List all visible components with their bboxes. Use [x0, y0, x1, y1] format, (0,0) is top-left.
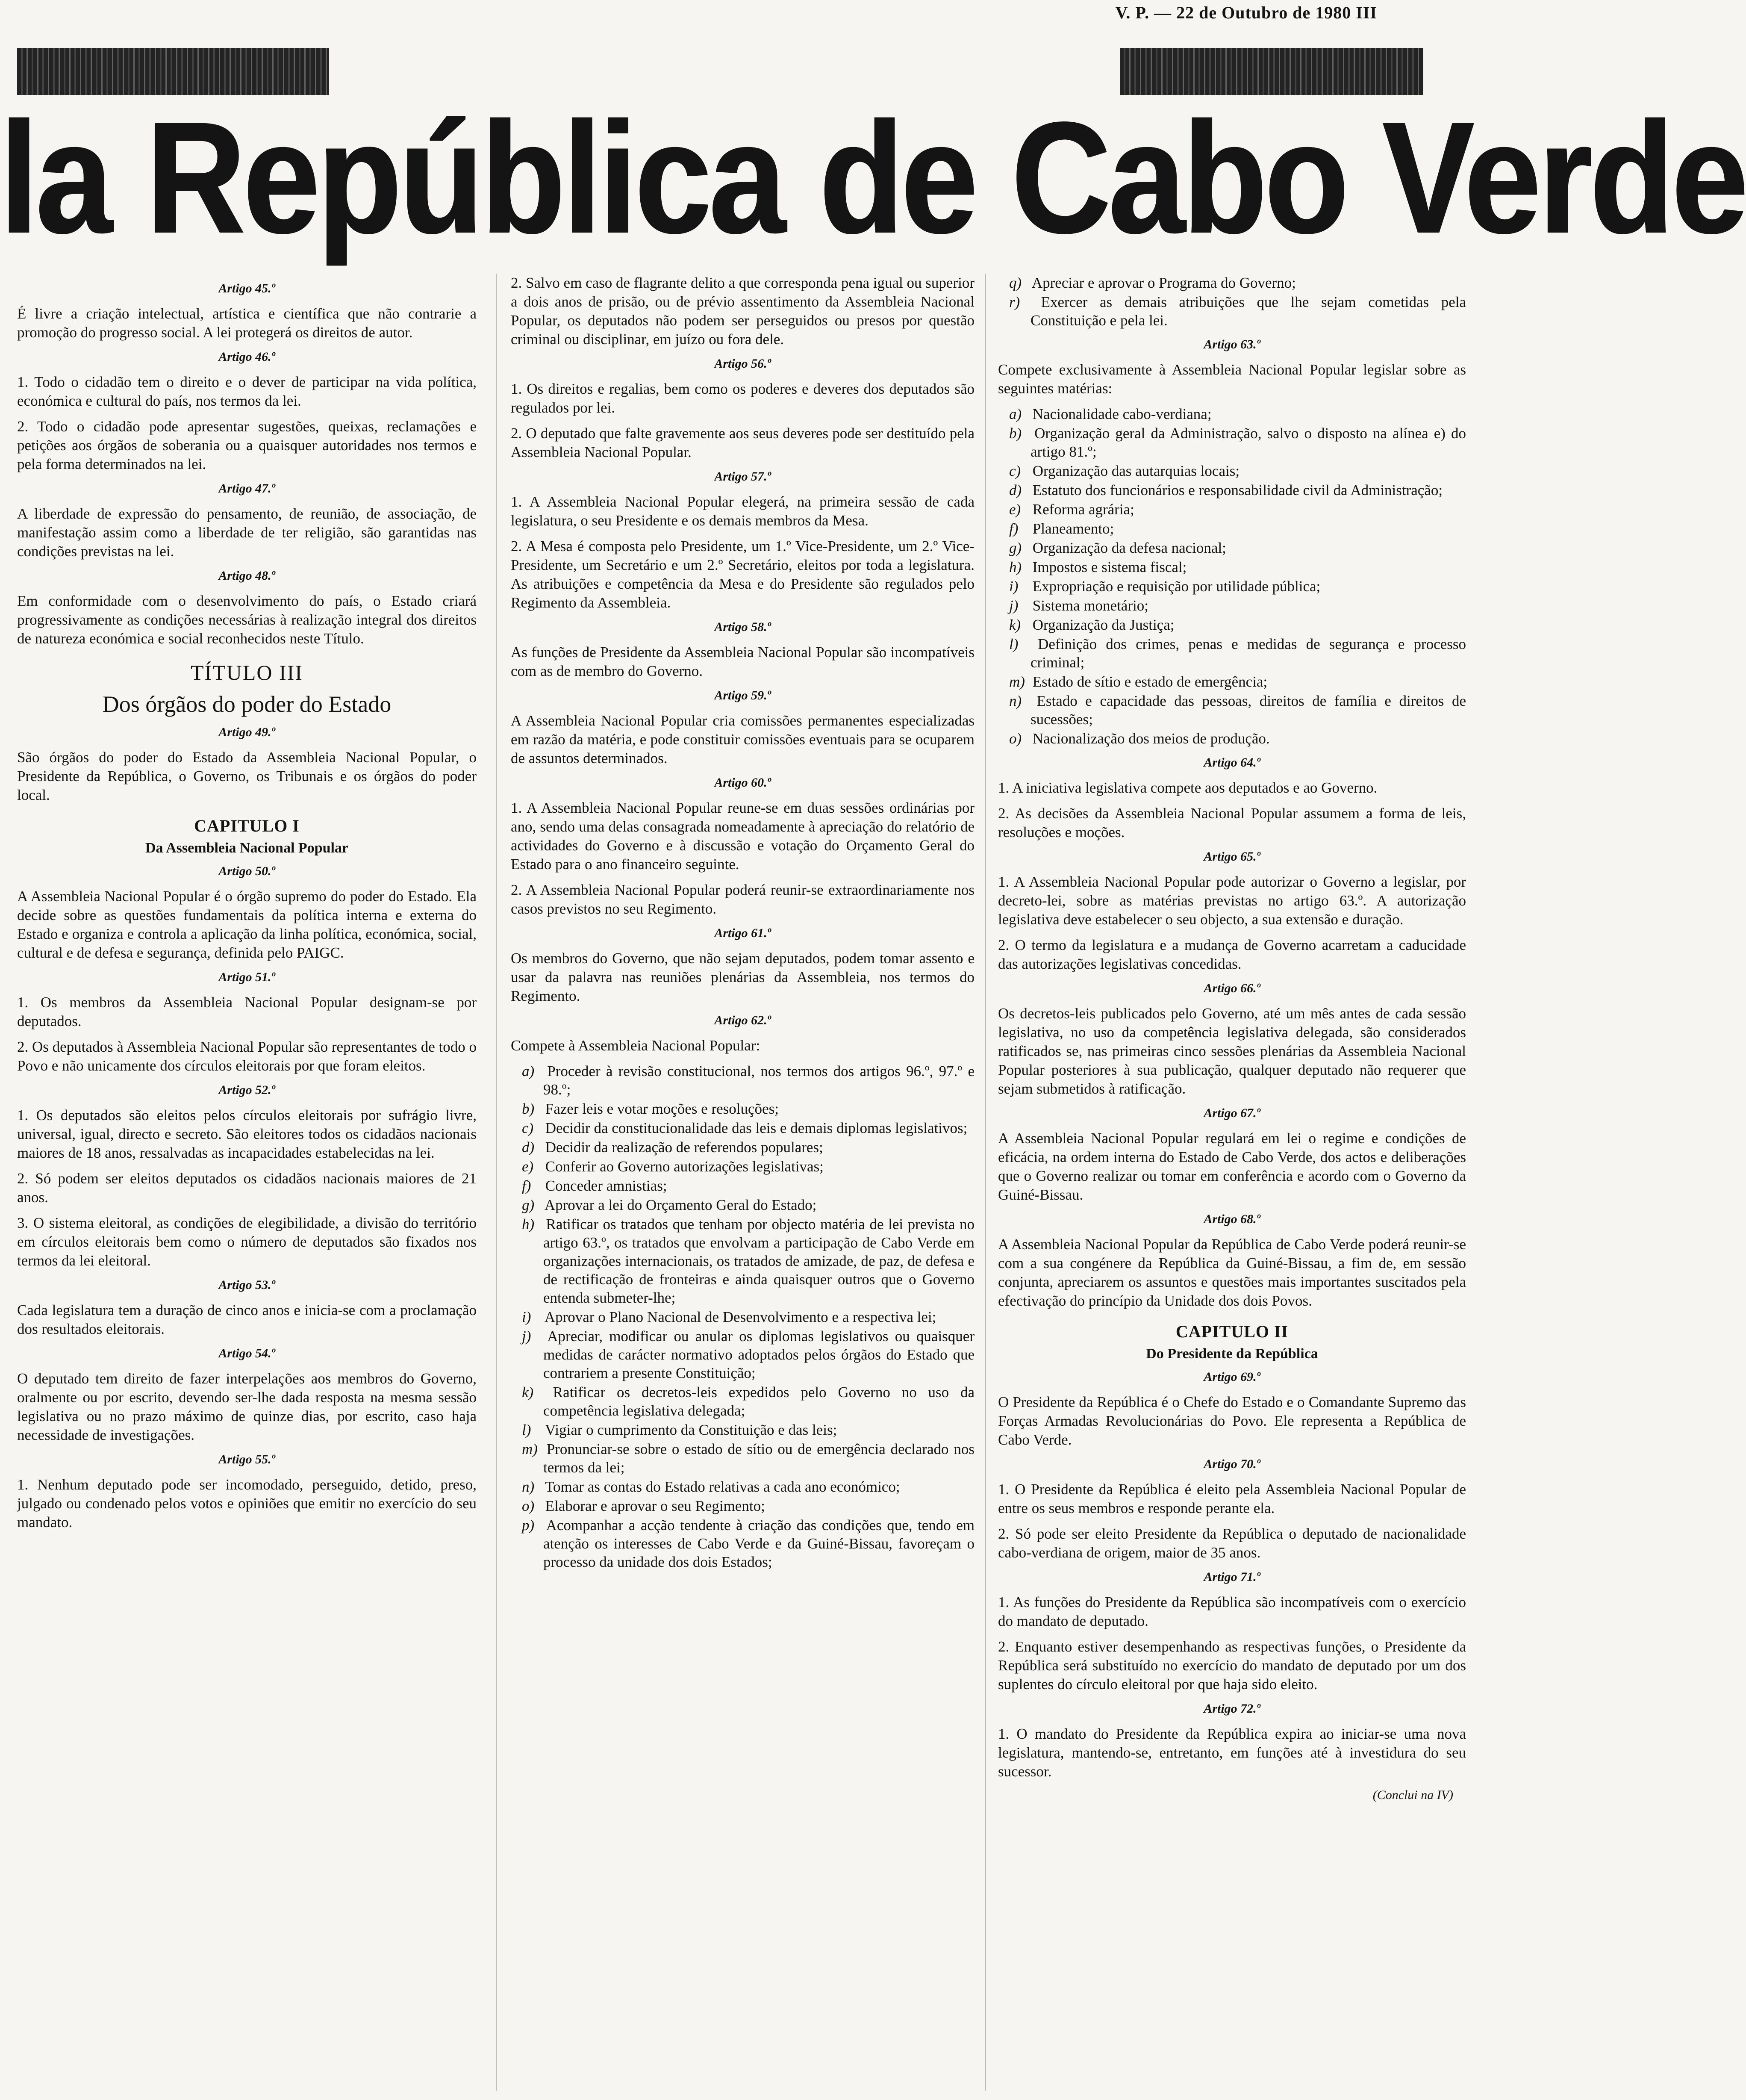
masthead-title: la República de Cabo Verde — [0, 88, 1746, 266]
article-heading: Artigo 55.º — [218, 1452, 275, 1466]
article-heading: Artigo 56.º — [714, 357, 771, 371]
article-paragraph: 2. Todo o cidadão pode apresentar sugestões, queixas, reclamações e petições aos órgãos de soberania ou a quaisquer autoridades nos termos e pela forma determinados na lei. — [17, 418, 477, 472]
article-paragraph: As funções de Presidente da Assembleia Nacional Popular são incompatíveis com as de membro do Governo. — [511, 644, 975, 679]
article-paragraph: 1. A Assembleia Nacional Popular elegerá, na primeira sessão de cada legislatura, o seu Presidente e os demais membros da Mesa. — [511, 493, 975, 529]
item-text: Organização da defesa nacional; — [1029, 540, 1226, 556]
article-heading: Artigo 70.º — [1204, 1457, 1260, 1471]
chapter-subheading: Da Assembleia Nacional Popular — [145, 840, 349, 856]
list-item — [998, 558, 1466, 576]
title-heading: TÍTULO III — [191, 661, 303, 684]
article-paragraph: 2. Salvo em caso de flagrante delito a que corresponda pena igual ou superior a dois anos de prisão, ou de prévio assentimento da Assembleia Nacional Popular, os deputados não podem ser perseguidos ou presos por questão criminal ou disciplinar, em juízo ou fora dele. — [511, 274, 975, 348]
competence-list — [998, 274, 1466, 330]
item-letter: m) — [522, 1441, 538, 1457]
item-text: Organização geral da Administração, salvo o disposto na alínea e) do artigo 81.º; — [1029, 425, 1466, 460]
item-letter: l) — [1009, 636, 1019, 652]
item-text: Nacionalidade cabo-verdiana; — [1029, 406, 1212, 422]
list-item — [511, 1100, 975, 1118]
item-text: Reforma agrária; — [1029, 501, 1134, 518]
item-letter: n) — [522, 1478, 535, 1495]
list-item — [998, 635, 1466, 672]
article-heading: Artigo 68.º — [1204, 1212, 1260, 1226]
item-text: Proceder à revisão constitucional, nos termos dos artigos 96.º, 97.º e 98.º; — [542, 1063, 975, 1098]
item-text: Impostos e sistema fiscal; — [1029, 559, 1187, 575]
item-text: Decidir da constitucionalidade das leis e demais diplomas legislativos; — [542, 1120, 968, 1136]
article-paragraph: A Assembleia Nacional Popular regulará em lei o regime e condições de eficácia, na ordem interna do Estado de Cabo Verde, dos actos e deliberações que o Governo realizar ou tomar em conferência e acordo com o Governo da Guiné-Bissau. — [998, 1130, 1466, 1203]
item-text: Estado e capacidade das pessoas, direitos de família e direitos de sucessões; — [1029, 693, 1466, 728]
list-item — [511, 1308, 975, 1326]
article-heading: Artigo 67.º — [1204, 1106, 1260, 1120]
item-letter: k) — [522, 1384, 534, 1401]
article-paragraph: É livre a criação intelectual, artística e científica que não contrarie a promoção do progresso social. A lei protegerá os direitos de autor. — [17, 305, 477, 341]
article-paragraph: Compete exclusivamente à Assembleia Nacional Popular legislar sobre as seguintes matérias: — [998, 361, 1466, 397]
list-item — [511, 1516, 975, 1571]
article-heading: Artigo 58.º — [714, 620, 771, 634]
item-text: Conferir ao Governo autorizações legislativas; — [542, 1158, 824, 1175]
item-letter: n) — [1009, 693, 1022, 709]
item-letter: o) — [1009, 730, 1022, 747]
article-paragraph: São órgãos do poder do Estado da Assembleia Nacional Popular, o Presidente da República, o Governo, os Tribunais e os órgãos do poder local. — [17, 749, 477, 803]
item-text: Tomar as contas do Estado relativas a cada ano económico; — [542, 1478, 900, 1495]
item-letter: o) — [522, 1498, 535, 1514]
list-item — [511, 1138, 975, 1156]
item-letter: q) — [1009, 274, 1022, 291]
continuation-note: (Conclui na IV) — [1372, 1788, 1453, 1802]
article-heading: Artigo 66.º — [1204, 981, 1260, 995]
item-letter: f) — [1009, 520, 1019, 537]
article-paragraph: Compete à Assembleia Nacional Popular: — [511, 1037, 760, 1054]
item-letter: e) — [1009, 501, 1021, 518]
running-header: V. P. — 22 de Outubro de 1980 III — [1115, 3, 1377, 22]
item-text: Conceder amnistias; — [542, 1177, 667, 1194]
article-heading: Artigo 71.º — [1204, 1570, 1260, 1584]
column-1 — [17, 274, 477, 2091]
list-item — [511, 1421, 975, 1439]
article-heading: Artigo 48.º — [218, 569, 275, 583]
item-letter: g) — [1009, 540, 1022, 556]
article-columns — [0, 274, 1484, 2095]
column-2 — [511, 274, 975, 2091]
article-paragraph: 2. O termo da legislatura e a mudança de Governo acarretam a caducidade das autorizações legislativas concedidas. — [998, 937, 1466, 972]
item-letter: b) — [522, 1100, 535, 1117]
article-paragraph: 1. A Assembleia Nacional Popular pode autorizar o Governo a legislar, por decreto-lei, sobre as matérias previstas no artigo 63.º. A autorização legislativa deve estabelecer o seu objecto, a sua extensão e duração. — [998, 873, 1466, 928]
article-paragraph: O deputado tem direito de fazer interpelações aos membros do Governo, oralmente ou por escrito, devendo ser-lhe dada resposta na mesma sessão legislativa ou no prazo máximo de quinze dias, por escrito, caso haja necessidade de investigações. — [17, 1370, 477, 1443]
list-item — [998, 481, 1466, 499]
item-letter: p) — [522, 1517, 535, 1534]
article-paragraph: 1. O Presidente da República é eleito pela Assembleia Nacional Popular de entre os seus membros e responde perante ela. — [998, 1481, 1466, 1516]
list-item — [998, 692, 1466, 729]
article-paragraph: 2. O deputado que falte gravemente aos seus deveres pode ser destituído pela Assembleia Nacional Popular. — [511, 425, 975, 460]
item-text: Aprovar o Plano Nacional de Desenvolvimento e a respectiva lei; — [542, 1309, 936, 1325]
list-item — [511, 1215, 975, 1307]
item-text: Definição dos crimes, penas e medidas de segurança e processo criminal; — [1029, 636, 1466, 671]
chapter-subheading: Do Presidente da República — [1146, 1346, 1318, 1362]
chapter-heading: CAPITULO II — [1175, 1322, 1289, 1341]
item-letter: i) — [1009, 578, 1019, 595]
article-paragraph: O Presidente da República é o Chefe do Estado e o Comandante Supremo das Forças Armadas Revolucionárias do Povo. Ele representa a República de Cabo Verde. — [998, 1394, 1466, 1448]
list-item — [998, 274, 1466, 292]
item-letter: h) — [1009, 559, 1022, 575]
list-item — [511, 1119, 975, 1137]
item-text: Exercer as demais atribuições que lhe sejam cometidas pela Constituição e pela lei. — [1029, 294, 1466, 329]
list-item — [998, 519, 1466, 538]
column-3 — [998, 274, 1466, 2091]
item-text: Elaborar e aprovar o seu Regimento; — [542, 1498, 765, 1514]
item-letter: j) — [522, 1328, 531, 1345]
title-subheading: Dos órgãos do poder do Estado — [102, 691, 392, 717]
list-item — [511, 1062, 975, 1099]
item-text: Sistema monetário; — [1029, 597, 1148, 614]
item-letter: b) — [1009, 425, 1022, 442]
item-text: Pronunciar-se sobre o estado de sítio ou de emergência declarado nos termos da lei; — [542, 1441, 975, 1476]
article-heading: Artigo 65.º — [1204, 849, 1260, 864]
page-header — [0, 0, 1484, 34]
article-paragraph: 2. Os deputados à Assembleia Nacional Popular são representantes de todo o Povo e não unicamente dos círculos eleitorais por que foram eleitos. — [17, 1038, 477, 1074]
item-letter: h) — [522, 1216, 535, 1233]
article-paragraph: 1. Os membros da Assembleia Nacional Popular designam-se por deputados. — [17, 994, 477, 1029]
item-letter: d) — [1009, 482, 1022, 498]
article-paragraph: 2. Só pode ser eleito Presidente da República o deputado de nacionalidade cabo-verdiana de origem, maior de 35 anos. — [998, 1525, 1466, 1561]
article-paragraph: 1. Os deputados são eleitos pelos círculos eleitorais por sufrágio livre, universal, igual, directo e secreto. São eleitores todos os cidadãos nacionais maiores de 18 anos, ressalvadas as incapacidades estabelecidas na lei. — [17, 1107, 477, 1161]
item-letter: a) — [522, 1063, 535, 1079]
item-text: Aprovar a lei do Orçamento Geral do Estado; — [542, 1197, 817, 1213]
list-item — [998, 500, 1466, 519]
item-text: Ratificar os tratados que tenham por objecto matéria de lei prevista no artigo 63.º, os tratados que envolvam a participação de Cabo Verde em organizações internacionais, os tratados de amizade, de paz, de defesa e de rectificação de fronteiras e ainda quaisquer outros que o Governo entenda submeter-lhe; — [542, 1216, 975, 1306]
list-item — [998, 729, 1466, 748]
article-paragraph: 1. A iniciativa legislativa compete aos deputados e ao Governo. — [998, 779, 1378, 796]
list-item — [511, 1440, 975, 1477]
item-letter: j) — [1009, 597, 1019, 614]
article-heading: Artigo 53.º — [218, 1278, 275, 1292]
list-item — [998, 424, 1466, 461]
article-paragraph: 1. O mandato do Presidente da República expira ao iniciar-se uma nova legislatura, mantendo-se, entretanto, em funções até à investidura do seu sucessor. — [998, 1725, 1466, 1780]
list-item — [511, 1478, 975, 1496]
article-paragraph: A Assembleia Nacional Popular cria comissões permanentes especializadas em razão da matéria, e pode constituir comissões eventuais para se ocuparem de assuntos determinados. — [511, 712, 975, 767]
item-text: Apreciar, modificar ou anular os diplomas legislativos ou quaisquer medidas de carácter normativo adoptados pelos órgãos do Estado que contrariem a presente Constituição; — [542, 1328, 975, 1381]
item-text: Estatuto dos funcionários e responsabilidade civil da Administração; — [1029, 482, 1443, 498]
article-paragraph: A liberdade de expressão do pensamento, de reunião, de associação, de manifestação assim como a liberdade de ter religião, são garantidas nas condições previstas na lei. — [17, 505, 477, 560]
item-letter: f) — [522, 1177, 531, 1194]
list-item — [998, 596, 1466, 615]
article-paragraph: 2. Só podem ser eleitos deputados os cidadãos nacionais maiores de 21 anos. — [17, 1170, 477, 1206]
article-heading: Artigo 72.º — [1204, 1702, 1260, 1716]
item-text: Ratificar os decretos-leis expedidos pelo Governo no uso da competência legislativa delegada; — [542, 1384, 975, 1419]
article-paragraph: 1. A Assembleia Nacional Popular reune-se em duas sessões ordinárias por ano, sendo uma delas consagrada nomeadamente à apreciação do relatório de actividades do Governo e à discussão e votação do Orçamento Geral do Estado para o ano financeiro seguinte. — [511, 799, 975, 873]
list-item — [998, 616, 1466, 634]
item-letter: a) — [1009, 406, 1022, 422]
article-paragraph: Os decretos-leis publicados pelo Governo, até um mês antes de cada sessão legislativa, no uso da competência legislativa delegada, são considerados ratificados se, nas primeiras cinco sessões plenárias da Assembleia Nacional Popular posteriores à sua publicação, qualquer deputado não requerer que sejam submetidos à ratificação. — [998, 1005, 1466, 1097]
list-item — [511, 1157, 975, 1176]
list-item — [998, 405, 1466, 423]
list-item — [998, 293, 1466, 330]
item-letter: g) — [522, 1197, 535, 1213]
list-item — [998, 539, 1466, 557]
article-heading: Artigo 62.º — [714, 1013, 771, 1027]
article-heading: Artigo 50.º — [218, 864, 275, 878]
article-heading: Artigo 59.º — [714, 688, 771, 702]
article-heading: Artigo 45.º — [218, 281, 275, 295]
list-item — [511, 1327, 975, 1382]
article-heading: Artigo 69.º — [1204, 1370, 1260, 1384]
item-letter: d) — [522, 1139, 535, 1156]
article-paragraph: 3. O sistema eleitoral, as condições de elegibilidade, a divisão do território em círculos eleitorais bem como o número de deputados são fixados nos termos da lei eleitoral. — [17, 1215, 477, 1269]
article-paragraph: 1. As funções do Presidente da República são incompatíveis com o exercício do mandato de deputado. — [998, 1594, 1466, 1629]
article-paragraph: 2. Enquanto estiver desempenhando as respectivas funções, o Presidente da República será substituído no exercício do mandato de deputado por um dos suplentes do círculo eleitoral por que haja sido eleito. — [998, 1638, 1466, 1693]
item-letter: c) — [522, 1120, 534, 1136]
article-heading: Artigo 61.º — [714, 926, 771, 940]
article-heading: Artigo 49.º — [218, 725, 275, 739]
article-heading: Artigo 60.º — [714, 776, 771, 790]
item-text: Vigiar o cumprimento da Constituição e das leis; — [542, 1422, 837, 1438]
item-text: Expropriação e requisição por utilidade pública; — [1029, 578, 1321, 595]
matters-list — [998, 405, 1466, 748]
item-letter: l) — [522, 1422, 531, 1438]
item-text: Acompanhar a acção tendente à criação das condições que, tendo em atenção os interesses de Cabo Verde e da Guiné-Bissau, favoreçam o processo da unidade dos dois Estados; — [542, 1517, 975, 1570]
item-text: Organização da Justiça; — [1029, 616, 1175, 633]
item-text: Decidir da realização de referendos populares; — [542, 1139, 823, 1156]
item-text: Fazer leis e votar moções e resoluções; — [542, 1100, 779, 1117]
article-paragraph: 1. Nenhum deputado pode ser incomodado, perseguido, detido, preso, julgado ou condenado pelos votos e opiniões que emitir no exercício do seu mandato. — [17, 1476, 477, 1531]
item-text: Organização das autarquias locais; — [1029, 463, 1240, 479]
article-heading: Artigo 47.º — [218, 481, 275, 496]
item-letter: e) — [522, 1158, 534, 1175]
item-letter: m) — [1009, 673, 1025, 690]
chapter-heading: CAPITULO I — [194, 816, 300, 835]
competence-list — [511, 1062, 975, 1571]
article-heading: Artigo 52.º — [218, 1083, 275, 1097]
list-item — [511, 1196, 975, 1214]
article-heading: Artigo 64.º — [1204, 755, 1260, 770]
article-paragraph: Em conformidade com o desenvolvimento do país, o Estado criará progressivamente as condições necessárias à realização integral dos direitos de natureza económica e social reconhecidos neste Título. — [17, 593, 477, 647]
article-paragraph: 2. A Assembleia Nacional Popular poderá reunir-se extraordinariamente nos casos previstos no seu Regimento. — [511, 882, 975, 917]
list-item — [998, 672, 1466, 691]
list-item — [511, 1177, 975, 1195]
list-item — [511, 1497, 975, 1515]
item-text: Apreciar e aprovar o Programa do Governo; — [1029, 274, 1296, 291]
article-paragraph: A Assembleia Nacional Popular da República de Cabo Verde poderá reunir-se com a sua congénere da República da Guiné-Bissau, a fim de, em sessão conjunta, apreciarem os assuntos e questões mais importantes suscitados pela efectivação do princípio da Unidade dos dois Povos. — [998, 1236, 1466, 1309]
item-letter: k) — [1009, 616, 1021, 633]
list-item — [998, 577, 1466, 596]
item-letter: c) — [1009, 463, 1021, 479]
article-heading: Artigo 46.º — [218, 350, 275, 364]
item-letter: r) — [1009, 294, 1020, 310]
item-letter: i) — [522, 1309, 531, 1325]
article-heading: Artigo 57.º — [714, 469, 771, 484]
article-heading: Artigo 63.º — [1204, 337, 1260, 351]
article-paragraph: Os membros do Governo, que não sejam deputados, podem tomar assento e usar da palavra nas reuniões plenárias da Assembleia, nos termos do Regimento. — [511, 950, 975, 1004]
item-text: Nacionalização dos meios de produção. — [1029, 730, 1270, 747]
item-text: Estado de sítio e estado de emergência; — [1029, 673, 1268, 690]
list-item — [998, 462, 1466, 480]
list-item — [511, 1383, 975, 1420]
article-paragraph: A Assembleia Nacional Popular é o órgão supremo do poder do Estado. Ela decide sobre as questões fundamentais da política interna e externa do Estado e organiza e controla a aplicação da linha política, económica, social, cultural e de defesa e segurança, definida pelo PAIGC. — [17, 888, 477, 961]
item-text: Planeamento; — [1029, 520, 1114, 537]
article-paragraph: 2. As decisões da Assembleia Nacional Popular assumem a forma de leis, resoluções e moções. — [998, 805, 1466, 841]
article-paragraph: 1. Todo o cidadão tem o direito e o dever de participar na vida política, económica e cultural do país, nos termos da lei. — [17, 374, 477, 409]
article-paragraph: Cada legislatura tem a duração de cinco anos e inicia-se com a proclamação dos resultados eleitorais. — [17, 1302, 477, 1337]
article-paragraph: 1. Os direitos e regalias, bem como os poderes e deveres dos deputados são regulados por lei. — [511, 380, 975, 416]
article-heading: Artigo 54.º — [218, 1346, 275, 1360]
article-heading: Artigo 51.º — [218, 970, 275, 984]
article-paragraph: 2. A Mesa é composta pelo Presidente, um 1.º Vice-Presidente, um 2.º Vice-Presidente, um Secretário e um 2.º Secretário, eleitos por toda a legislatura. As atribuições e competência da Mesa e do Presidente são regulados pelo Regimento da Assembleia. — [511, 538, 975, 611]
